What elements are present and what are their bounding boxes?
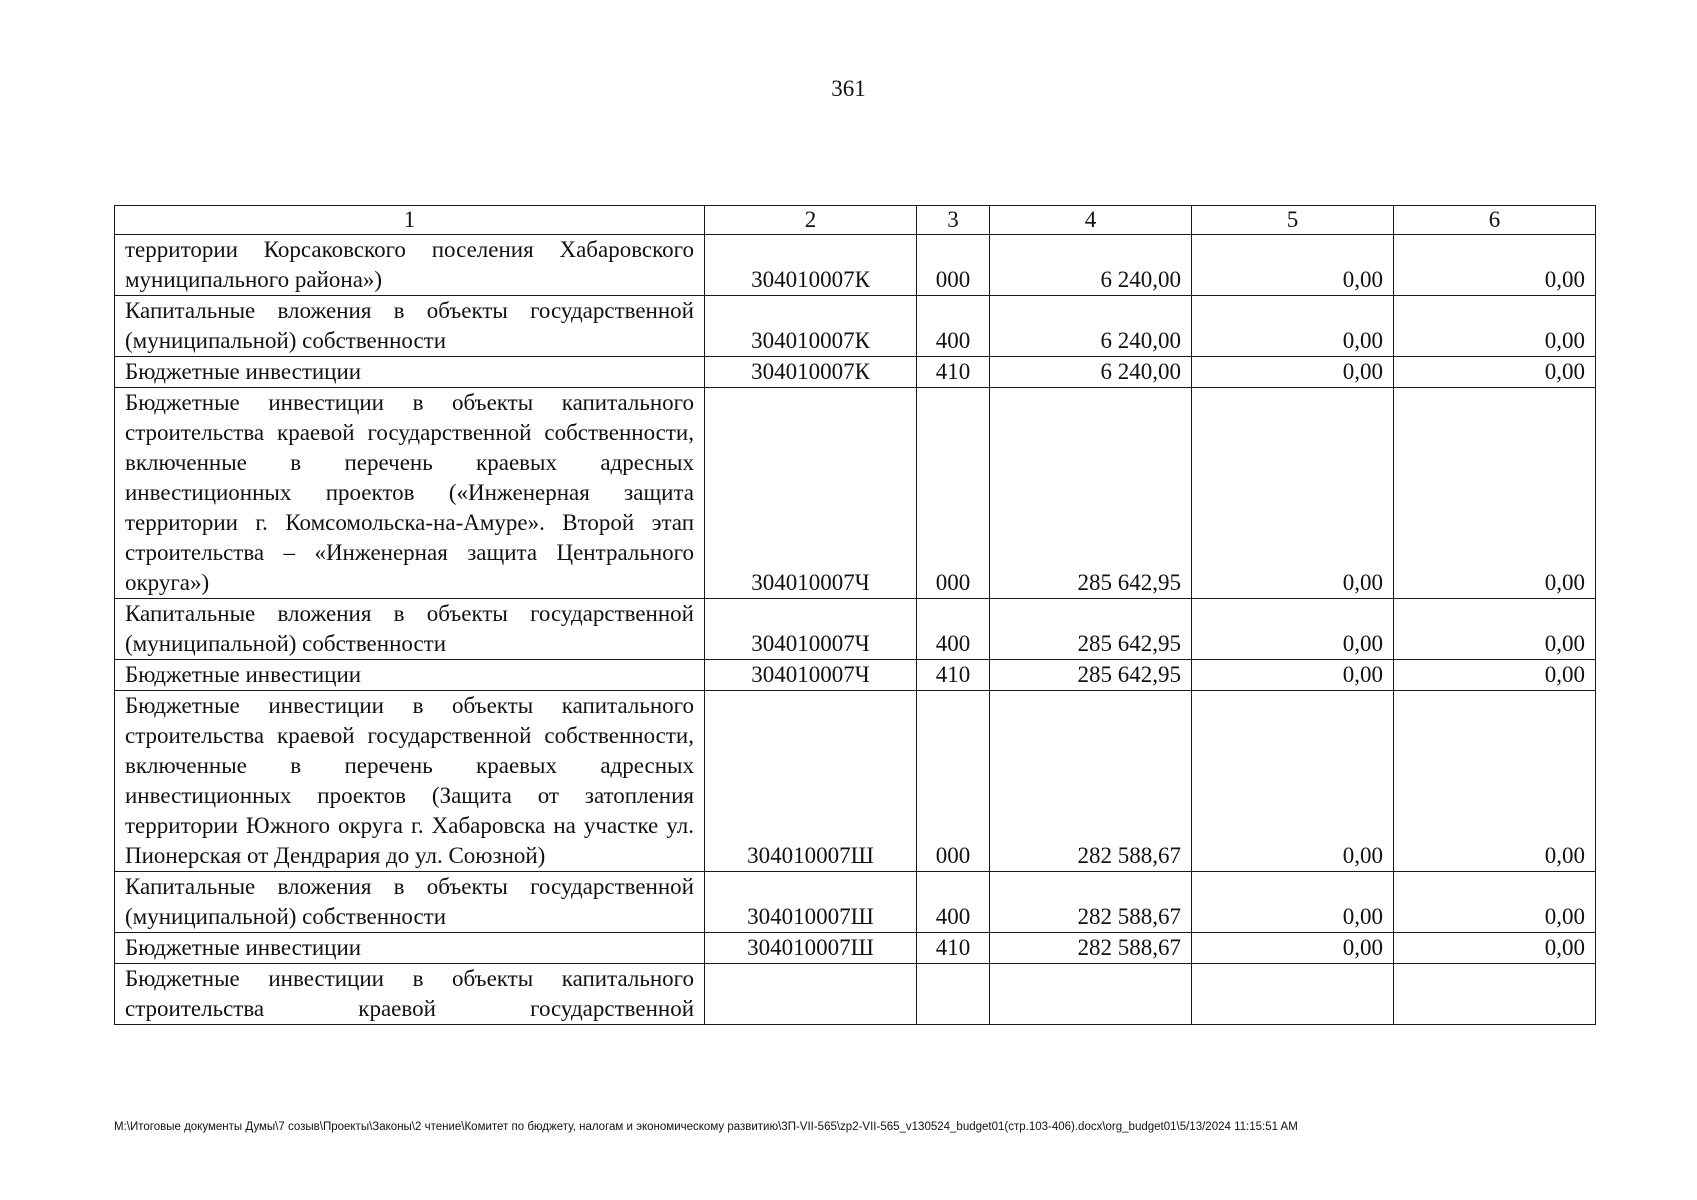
- row-name: Бюджетные инвестиции в объекты капитального строительства краевой государственной собственности, включенные в перечень краевых адресных инвестиционных проектов (Защита от затопления территории Южного округа г. Хабаровска на участке ул. Пионерская от Дендрария до ул. Союзной): [115, 691, 705, 872]
- row-name: Капитальные вложения в объекты государственной (муниципальной) собственности: [115, 296, 705, 357]
- column-header-5: 5: [1192, 206, 1394, 235]
- amount-column-4: 282 588,67: [990, 691, 1192, 872]
- column-header-6: 6: [1394, 206, 1596, 235]
- row-name: территории Корсаковского поселения Хабаровского муниципального района»): [115, 235, 705, 296]
- column-header-1: 1: [115, 206, 705, 235]
- row-name: Бюджетные инвестиции: [115, 933, 705, 964]
- amount-column-5: 0,00: [1192, 296, 1394, 357]
- amount-column-6: 0,00: [1394, 235, 1596, 296]
- budget-table: [114, 205, 1596, 1025]
- expense-type-code: [917, 964, 990, 1025]
- column-header-4: 4: [990, 206, 1192, 235]
- expense-type-code: 400: [917, 296, 990, 357]
- target-article-code: 304010007Ш: [705, 691, 917, 872]
- row-name: Бюджетные инвестиции: [115, 660, 705, 691]
- row-name: Капитальные вложения в объекты государственной (муниципальной) собственности: [115, 599, 705, 660]
- amount-column-6: 0,00: [1394, 933, 1596, 964]
- target-article-code: 304010007Ш: [705, 933, 917, 964]
- table-row: [115, 235, 1596, 296]
- target-article-code: 304010007К: [705, 235, 917, 296]
- amount-column-4: 6 240,00: [990, 235, 1192, 296]
- column-header-3: 3: [917, 206, 990, 235]
- table-row: [115, 388, 1596, 599]
- table-row: [115, 599, 1596, 660]
- column-header-2: 2: [705, 206, 917, 235]
- target-article-code: 304010007К: [705, 296, 917, 357]
- target-article-code: 304010007Ш: [705, 872, 917, 933]
- amount-column-5: 0,00: [1192, 660, 1394, 691]
- amount-column-4: 285 642,95: [990, 599, 1192, 660]
- table-row: [115, 964, 1596, 1025]
- table-row: [115, 691, 1596, 872]
- amount-column-4: 6 240,00: [990, 296, 1192, 357]
- expense-type-code: 000: [917, 235, 990, 296]
- expense-type-code: 000: [917, 388, 990, 599]
- amount-column-5: 0,00: [1192, 357, 1394, 388]
- expense-type-code: 400: [917, 599, 990, 660]
- table-row: [115, 660, 1596, 691]
- table-row: [115, 872, 1596, 933]
- amount-column-5: 0,00: [1192, 691, 1394, 872]
- amount-column-6: 0,00: [1394, 357, 1596, 388]
- amount-column-5: 0,00: [1192, 599, 1394, 660]
- table-header: [115, 206, 1596, 235]
- amount-column-6: 0,00: [1394, 599, 1596, 660]
- target-article-code: 304010007Ч: [705, 660, 917, 691]
- amount-column-4: 282 588,67: [990, 872, 1192, 933]
- column-numbers-row: [115, 206, 1596, 235]
- target-article-code: [705, 964, 917, 1025]
- amount-column-6: 0,00: [1394, 296, 1596, 357]
- target-article-code: 304010007Ч: [705, 388, 917, 599]
- target-article-code: 304010007К: [705, 357, 917, 388]
- amount-column-6: 0,00: [1394, 388, 1596, 599]
- amount-column-4: 6 240,00: [990, 357, 1192, 388]
- amount-column-4: 285 642,95: [990, 660, 1192, 691]
- amount-column-6: 0,00: [1394, 660, 1596, 691]
- row-name: Бюджетные инвестиции в объекты капитального строительства краевой государственной собственности, включенные в перечень краевых адресных инвестиционных проектов («Инженерная защита территории г. Комсомольска-на-Амуре». Второй этап строительства – «Инженерная защита Центрального округа»): [115, 388, 705, 599]
- table-body: [115, 235, 1596, 1025]
- amount-column-4: [990, 964, 1192, 1025]
- page-number: 361: [831, 76, 866, 101]
- amount-column-5: 0,00: [1192, 235, 1394, 296]
- row-name: Бюджетные инвестиции: [115, 357, 705, 388]
- expense-type-code: 410: [917, 357, 990, 388]
- amount-column-5: 0,00: [1192, 872, 1394, 933]
- expense-type-code: 000: [917, 691, 990, 872]
- table-row: [115, 296, 1596, 357]
- amount-column-4: 285 642,95: [990, 388, 1192, 599]
- amount-column-5: 0,00: [1192, 933, 1394, 964]
- amount-column-5: [1192, 964, 1394, 1025]
- amount-column-6: 0,00: [1394, 691, 1596, 872]
- expense-type-code: 410: [917, 660, 990, 691]
- amount-column-5: 0,00: [1192, 388, 1394, 599]
- target-article-code: 304010007Ч: [705, 599, 917, 660]
- expense-type-code: 400: [917, 872, 990, 933]
- amount-column-6: [1394, 964, 1596, 1025]
- table-row: [115, 357, 1596, 388]
- amount-column-6: 0,00: [1394, 872, 1596, 933]
- amount-column-4: 282 588,67: [990, 933, 1192, 964]
- row-name: Бюджетные инвестиции в объекты капитального строительства краевой государственной: [115, 964, 705, 1025]
- document-path-footer: M:\Итоговые документы Думы\7 созыв\Проекты\Законы\2 чтение\Комитет по бюджету, налогам и экономическому развитию\3П-VII-565\zp2-VII-565_v130524_budget01(стр.103-406).docx\org_budget01\5/13/2024 11:15:51 AM: [114, 1121, 1298, 1133]
- table-row: [115, 933, 1596, 964]
- expense-type-code: 410: [917, 933, 990, 964]
- row-name: Капитальные вложения в объекты государственной (муниципальной) собственности: [115, 872, 705, 933]
